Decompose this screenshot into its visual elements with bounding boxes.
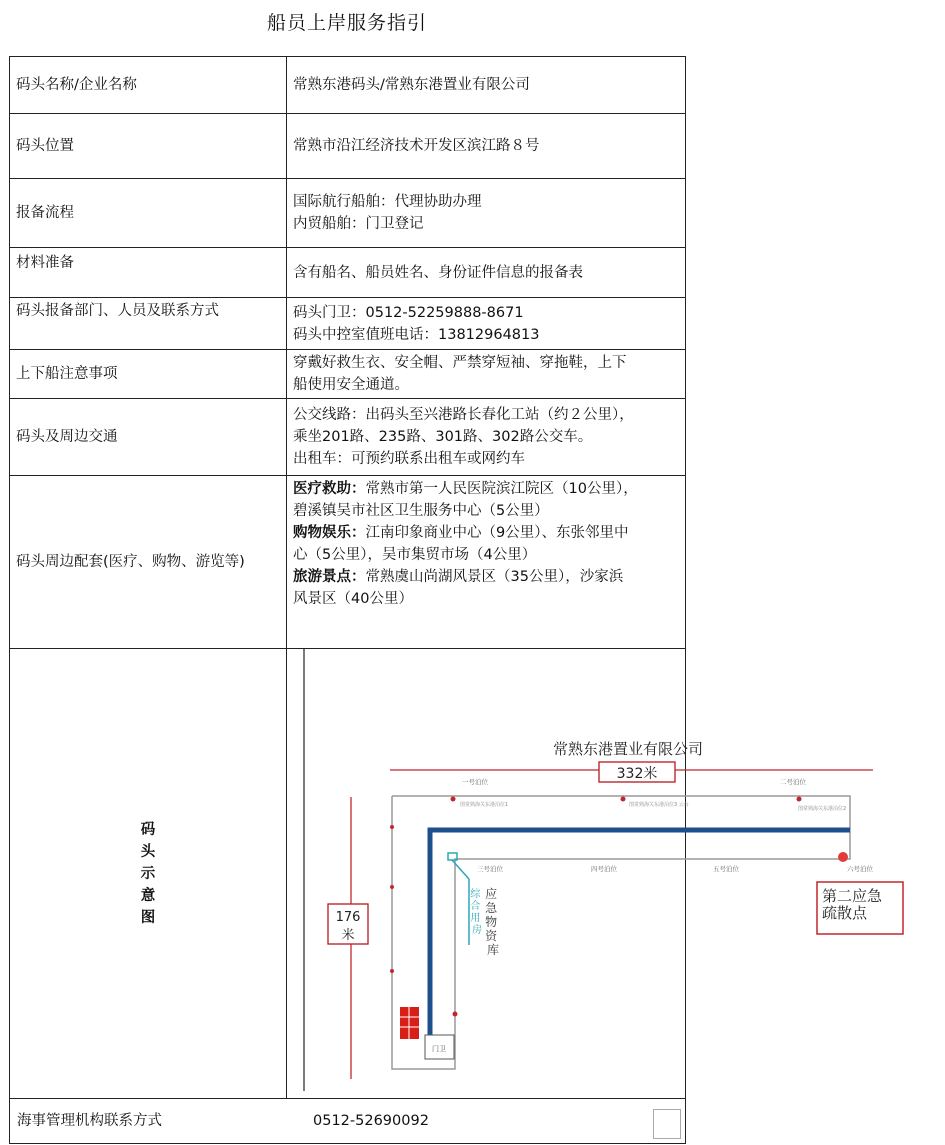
row-value: 码头门卫：0512-52259888-8671 码头中控室值班电话：13812964813: [287, 298, 686, 350]
contact-label: 海事管理机构联系方式: [17, 1113, 162, 1129]
table-row: [10, 57, 686, 114]
berth-5-label: 五号泊位: [713, 865, 739, 873]
row-label: 码头及周边交通: [10, 399, 287, 476]
pier-outline: [392, 796, 850, 1069]
row-label: 报备流程: [10, 179, 287, 248]
map-cell: [287, 649, 883, 1099]
berth-2-label: 二号泊位: [780, 778, 806, 786]
table-row: [10, 350, 686, 399]
evac-point-marker: [838, 852, 848, 862]
emergency-store-label: 应 急 物 资 库: [485, 887, 500, 957]
evac-point-line-1: 第二应急: [822, 887, 883, 905]
berth-caption-3: 图常熟海关东港泊位3 云台: [629, 802, 689, 808]
berth-caption-1: 图常熟海关东港泊位1: [460, 802, 509, 808]
berth-caption-2: 图常熟海关东港泊位2: [798, 806, 847, 812]
row-label: 码头周边配套(医疗、购物、游览等): [10, 476, 287, 649]
length-top: 332米: [616, 766, 658, 782]
table-row: [10, 1099, 686, 1144]
dock-map: [293, 649, 945, 1091]
length-side-number: 176: [335, 910, 361, 925]
row-value: 常熟市沿江经济技术开发区滨江路８号: [287, 114, 686, 179]
map-row: [10, 649, 686, 1099]
tour-heading: 旅游景点：: [293, 569, 366, 585]
row-value: 常熟东港码头/常熟东港置业有限公司: [287, 57, 686, 114]
row-label: 码头报备部门、人员及联系方式: [10, 298, 287, 350]
row-label: 码头名称/企业名称: [10, 57, 287, 114]
service-guide-table: [9, 56, 883, 1144]
row-label: 上下船注意事项: [10, 350, 287, 399]
berth-4-label: 四号泊位: [591, 865, 617, 873]
row-label: 材料准备: [10, 248, 287, 298]
row-value: 穿戴好救生衣、安全帽、严禁穿短袖、穿拖鞋，上下 船使用安全通道。: [287, 350, 686, 399]
table-row: [10, 298, 686, 350]
table-row: [10, 399, 686, 476]
row-value: 公交线路：出码头至兴港路长春化工站（约２公里）， 乘坐201路、235路、301路、302路公交车。 出租车：可预约联系出租车或网约车: [287, 399, 686, 476]
corner-box: [653, 1109, 681, 1139]
row-value: 医疗救助：常熟市第一人民医院滨江院区（10公里）， 碧溪镇吴市社区卫生服务中心（5公里） 购物娱乐：江南印象商业中心（9公里）、东张邻里中 心（5公里），吴市集贸市场（4公里） 旅游景点：常熟虞山尚湖风景区（35公里），沙家浜 风景区（40公里）: [287, 476, 686, 649]
berth-1-label: 一号泊位: [462, 778, 488, 786]
contact-row: [10, 1099, 686, 1144]
storage-tag: 综 合 用 房: [470, 889, 482, 936]
row-label: 码头位置: [10, 114, 287, 179]
map-side-label: 码 头 示 意 图: [10, 649, 287, 1099]
table-row: [10, 179, 686, 248]
evac-point-line-2: 疏散点: [822, 904, 868, 922]
berth-6-label: 六号泊位: [847, 865, 873, 873]
row-value: 含有船名、船员姓名、身份证件信息的报备表: [287, 248, 686, 298]
table-row: [10, 248, 686, 298]
table-row: [10, 476, 686, 649]
row-value: 国际航行船舶：代理协助办理 内贸船舶：门卫登记: [287, 179, 686, 248]
length-side-unit: 米: [341, 928, 355, 943]
page-title: 船员上岸服务指引: [266, 12, 427, 34]
gate-label: 门卫: [432, 1045, 446, 1053]
medical-heading: 医疗救助：: [293, 481, 366, 497]
berth-3-label: 三号泊位: [477, 865, 503, 873]
table-row: [10, 114, 686, 179]
contact-phone: 0512-52690092: [313, 1113, 429, 1129]
company-name: 常熟东港置业有限公司: [552, 740, 704, 758]
shopping-heading: 购物娱乐：: [293, 525, 366, 541]
